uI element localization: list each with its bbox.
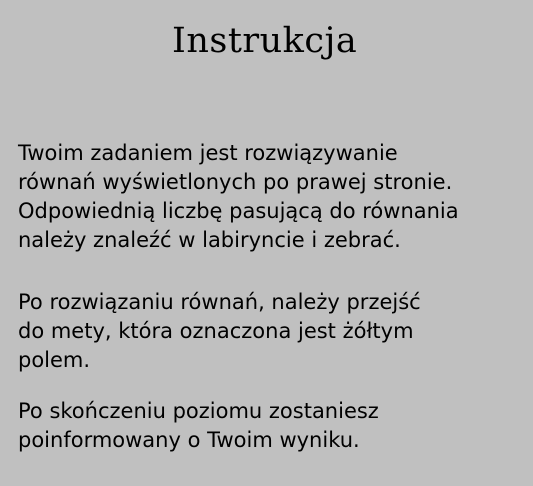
instructions-paragraph-finish (18, 288, 528, 375)
paragraph-line: do mety, która oznaczona jest żółtym (18, 319, 414, 343)
instructions-paragraph-result (18, 397, 528, 455)
paragraph-line: Odpowiednią liczbę pasującą do równania (18, 199, 459, 223)
paragraph-line: należy znaleźć w labiryncie i zebrać. (18, 228, 401, 252)
paragraph-line: równań wyświetlonych po prawej stronie. (18, 170, 453, 194)
paragraph-line: poinformowany o Twoim wyniku. (18, 428, 360, 452)
instructions-paragraph-task (18, 139, 528, 255)
paragraph-line: Po skończeniu poziomu zostaniesz (18, 399, 379, 423)
paragraph-line: polem. (18, 348, 91, 372)
instructions-title: Instrukcja (172, 21, 358, 61)
paragraph-line: Twoim zadaniem jest rozwiązywanie (18, 141, 398, 165)
paragraph-line: Po rozwiązaniu równań, należy przejść (18, 290, 421, 314)
